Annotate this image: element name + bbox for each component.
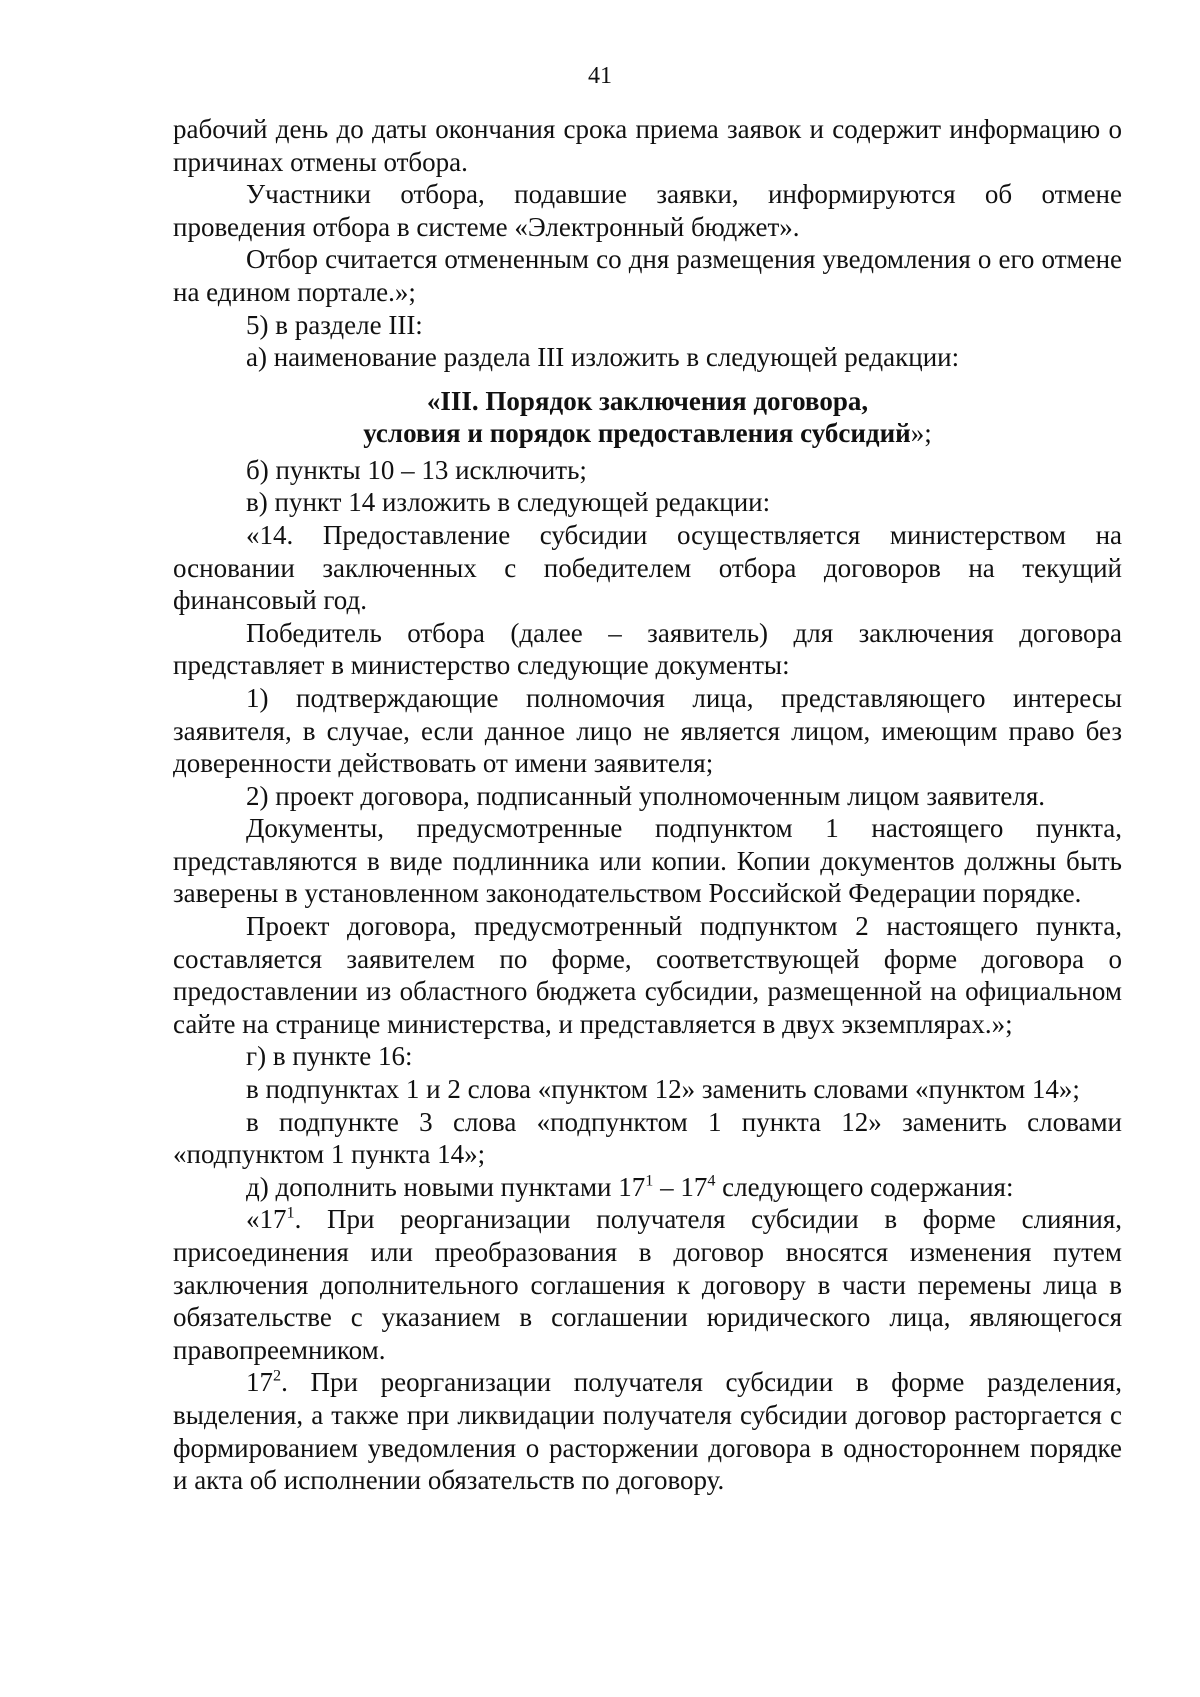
paragraph: в) пункт 14 изложить в следующей редакции: — [246, 487, 771, 518]
superscript: 1 — [286, 1203, 295, 1222]
section-heading — [173, 385, 1122, 449]
paragraph: в подпункте 3 слова «подпунктом 1 пункта 12» заменить словами «подпунктом 1 пункта 14»; — [173, 1106, 1122, 1170]
paragraph-point-17-2 — [173, 1366, 1122, 1496]
section-heading-line-2-tail: »; — [910, 417, 932, 448]
paragraph: б) пункты 10 – 13 исключить; — [246, 454, 587, 485]
text-run: – 17 — [653, 1171, 708, 1202]
paragraph: 2) проект договора, подписанный уполномоченным лицом заявителя. — [246, 780, 1046, 811]
text-run: «17 — [246, 1204, 287, 1235]
text-run: д) дополнить новыми пунктами 17 — [246, 1171, 646, 1202]
text-run: следующего содержания: — [715, 1171, 1014, 1202]
document-body — [173, 113, 1122, 1497]
section-heading-line-2 — [173, 417, 1122, 449]
paragraph-point-17-1 — [173, 1203, 1122, 1366]
paragraph: г) в пункте 16: — [246, 1041, 413, 1072]
paragraph: 5) в разделе III: — [246, 309, 423, 340]
paragraph: Участники отбора, подавшие заявки, информируются об отмене проведения отбора в системе «Электронный бюджет». — [173, 179, 1122, 242]
paragraph: в подпунктах 1 и 2 слова «пунктом 12» заменить словами «пунктом 14»; — [246, 1074, 1080, 1105]
text-run: . При реорганизации получателя субсидии в форме слияния, присоединения или преобразования в договор вносятся изменения путем заключения дополнительного соглашения к договору в части перемены лица в обязательстве с указанием в соглашении юридического лица, являющегося правопреемником. — [173, 1204, 1122, 1365]
superscript: 2 — [273, 1366, 282, 1385]
text-run: 17 — [246, 1367, 273, 1398]
paragraph: рабочий день до даты окончания срока приема заявок и содержит информацию о причинах отмены отбора. — [173, 114, 1122, 177]
superscript: 4 — [707, 1171, 716, 1190]
paragraph: Победитель отбора (далее – заявитель) для заключения договора представляет в министерство следующие документы: — [173, 617, 1122, 681]
section-heading-line-1: «III. Порядок заключения договора, — [426, 385, 869, 416]
superscript: 1 — [645, 1171, 654, 1190]
paragraph: а) наименование раздела III изложить в следующей редакции: — [246, 342, 960, 373]
paragraph-add-points — [173, 1171, 1122, 1204]
paragraph: 1) подтверждающие полномочия лица, представляющего интересы заявителя, в случае, если данное лицо не является лицом, имеющим право без доверенности действовать от имени заявителя; — [173, 682, 1122, 779]
paragraph: Документы, предусмотренные подпунктом 1 настоящего пункта, представляются в виде подлинника или копии. Копии документов должны быть заверены в установленном законодательством Российской Федерации порядке. — [173, 813, 1122, 909]
section-heading-line-2-text: условия и порядок предоставления субсидий — [363, 417, 911, 448]
paragraph: Отбор считается отмененным со дня размещения уведомления о его отмене на едином портале.»; — [173, 244, 1122, 307]
text-run: . При реорганизации получателя субсидии в форме разделения, выделения, а также при ликвидации получателя субсидии договор расторгается с формированием уведомления о расторжении договора в одностороннем порядке и акта об исполнении обязательств по договору. — [173, 1367, 1122, 1496]
paragraph: Проект договора, предусмотренный подпунктом 2 настоящего пункта, составляется заявителем по форме, соответствующей форме договора о предоставлении из областного бюджета субсидии, размещенной на официальном сайте на странице министерства, и представляется в двух экземплярах.»; — [173, 911, 1122, 1039]
paragraph: «14. Предоставление субсидии осуществляется министерством на основании заключенных с победителем отбора договоров на текущий финансовый год. — [173, 519, 1122, 616]
page-number: 41 — [588, 63, 612, 89]
